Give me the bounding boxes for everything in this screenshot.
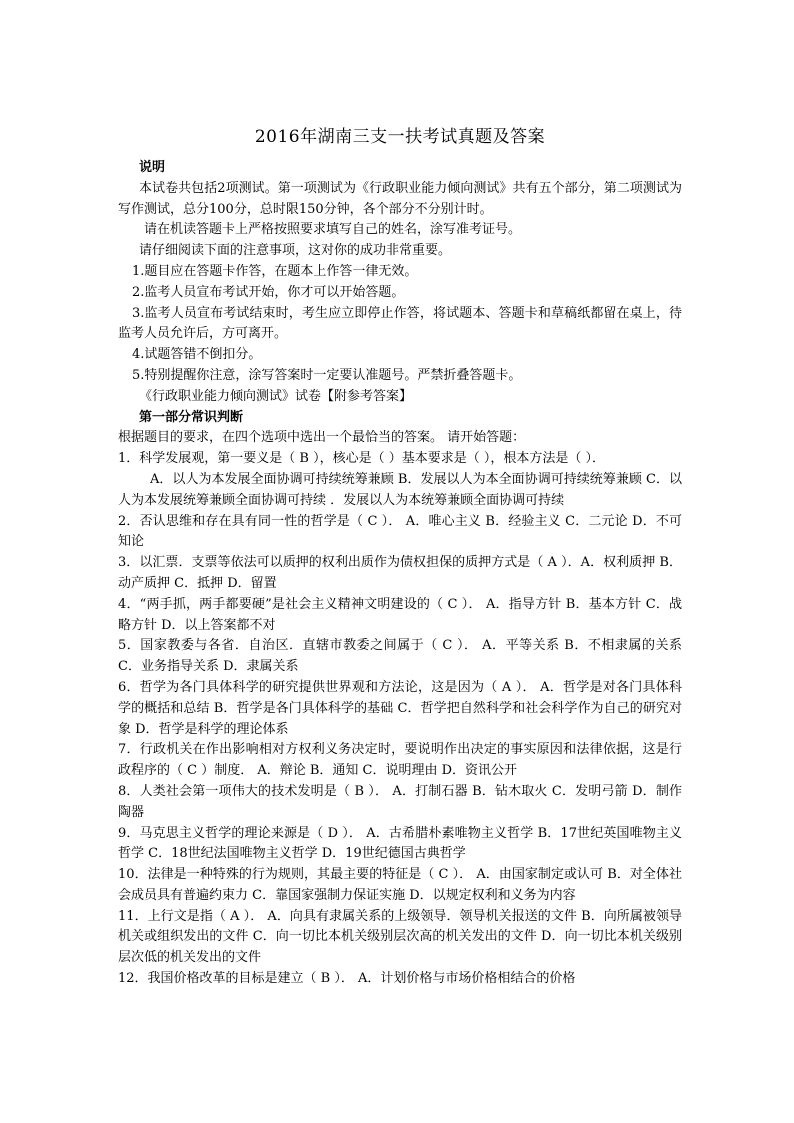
question-options: A．以人为本发展全面协调可持续统筹兼顾 B．发展以人为本全面协调可持续统筹兼顾 C．以人为本发展统筹兼顾全面协调可持续 ．发展以人为本统筹兼顾全面协调可持续 (118, 471, 682, 508)
instructions-heading: 说明 (139, 160, 166, 175)
question-stem: 12．我国价格改革的目标是建立（ B ）． A．计划价格与市场价格相结合的价格 (118, 971, 576, 987)
question-stem: 6．哲学为各门具体科学的研究提供世界观和方法论，这是因为（ A ）． A．哲学是对各门具体科学的概括和总结 B．哲学是各门具体科学的基础 C．哲学把自然科学和社会科学作为自己的研究对象 D．哲学是科学的理论体系 (118, 679, 682, 737)
question-stem: 11．上行文是指（ A ）． A．向具有隶属关系的上级领导．领导机关报送的文件 B．向所属被领导机关或组织发出的文件 C．向一切比本机关级别层次高的机关发出的文件 D．向一切比本机关级别层次低的机关发出的文件 (118, 908, 682, 966)
instructions-paragraph: 请在机读答题卡上严格按照要求填写自己的姓名，涂写准考证号。 (144, 222, 522, 238)
instruction-item: 5.特别提醒你注意，涂写答案时一定要认准题号。严禁折叠答题卡。 (132, 367, 522, 383)
paper-title-line: 《行政职业能力倾向测试》试卷【附参考答案】 (139, 388, 413, 404)
instruction-item: 4.试题答错不倒扣分。 (132, 347, 262, 363)
question-stem: 8．人类社会第一项伟大的技术发明是（ B ）． A．打制石器 B．钻木取火 C．发明弓箭 D．制作陶器 (118, 783, 682, 820)
question-stem: 1．科学发展观，第一要义是（ B ），核心是（ ）基本要求是（ ），根本方法是（ ）． (118, 451, 605, 467)
section-intro: 根据题目的要求，在四个选项中选出一个最恰当的答案。 请开始答题： (118, 430, 526, 446)
instructions-paragraph: 请仔细阅读下面的注意事项，这对你的成功非常重要。 (139, 243, 452, 259)
instruction-item: 1.题目应在答题卡作答，在题本上作答一律无效。 (132, 263, 418, 279)
page-title: 2016年湖南三支一扶考试真题及答案 (254, 127, 546, 147)
document-page (118, 124, 682, 990)
question-stem: 3．以汇票．支票等依法可以质押的权利出质作为债权担保的质押方式是（ A ）．A．权利质押 B．动产质押 C．抵押 D．留置 (118, 555, 682, 591)
instruction-item: 2.监考人员宣布考试开始，你才可以开始答题。 (132, 284, 405, 300)
question-stem: 7．行政机关在作出影响相对方权利义务决定时，要说明作出决定的事实原因和法律依据，这是行政程序的（ C ）制度． A．辩论 B．通知 C．说明理由 D．资讯公开 (118, 742, 682, 779)
question-stem: 9．马克思主义哲学的理论来源是（ D ）． A．古希腊朴素唯物主义哲学 B．17世纪英国唯物主义哲学 C．18世纪法国唯物主义哲学 D．19世纪德国古典哲学 (118, 825, 682, 862)
question-stem: 2．否认思维和存在具有同一性的哲学是（ C ）． A．唯心主义 B．经验主义 C．二元论 D．不可知论 (118, 513, 682, 550)
section-heading: 第一部分常识判断 (139, 409, 244, 425)
instruction-item: 3.监考人员宣布考试结束时，考生应立即停止作答，将试题本、答题卡和草稿纸都留在桌上，待监考人员允许后，方可离开。 (118, 305, 682, 342)
instructions-paragraph: 本试卷共包括2项测试。第一项测试为《行政职业能力倾向测试》共有五个部分，第二项测试为写作测试，总分100分，总时限150分钟，各个部分不分别计时。 (118, 180, 682, 217)
question-stem: 4．“两手抓，两手都要硬”是社会主义精神文明建设的（ C ）． A．指导方针 B．基本方针 C．战略方针 D．以上答案都不对 (118, 596, 682, 633)
question-stem: 10．法律是一种特殊的行为规则，其最主要的特征是（ C ）． A．由国家制定或认可 B．对全体社会成员具有普遍约束力 C．靠国家强制力保证实施 D．以规定权利和义务为内容 (118, 867, 682, 903)
question-stem: 5．国家教委与各省．自治区．直辖市教委之间属于（ C ）． A．平等关系 B．不相隶属的关系 C．业务指导关系 D．隶属关系 (118, 638, 682, 675)
